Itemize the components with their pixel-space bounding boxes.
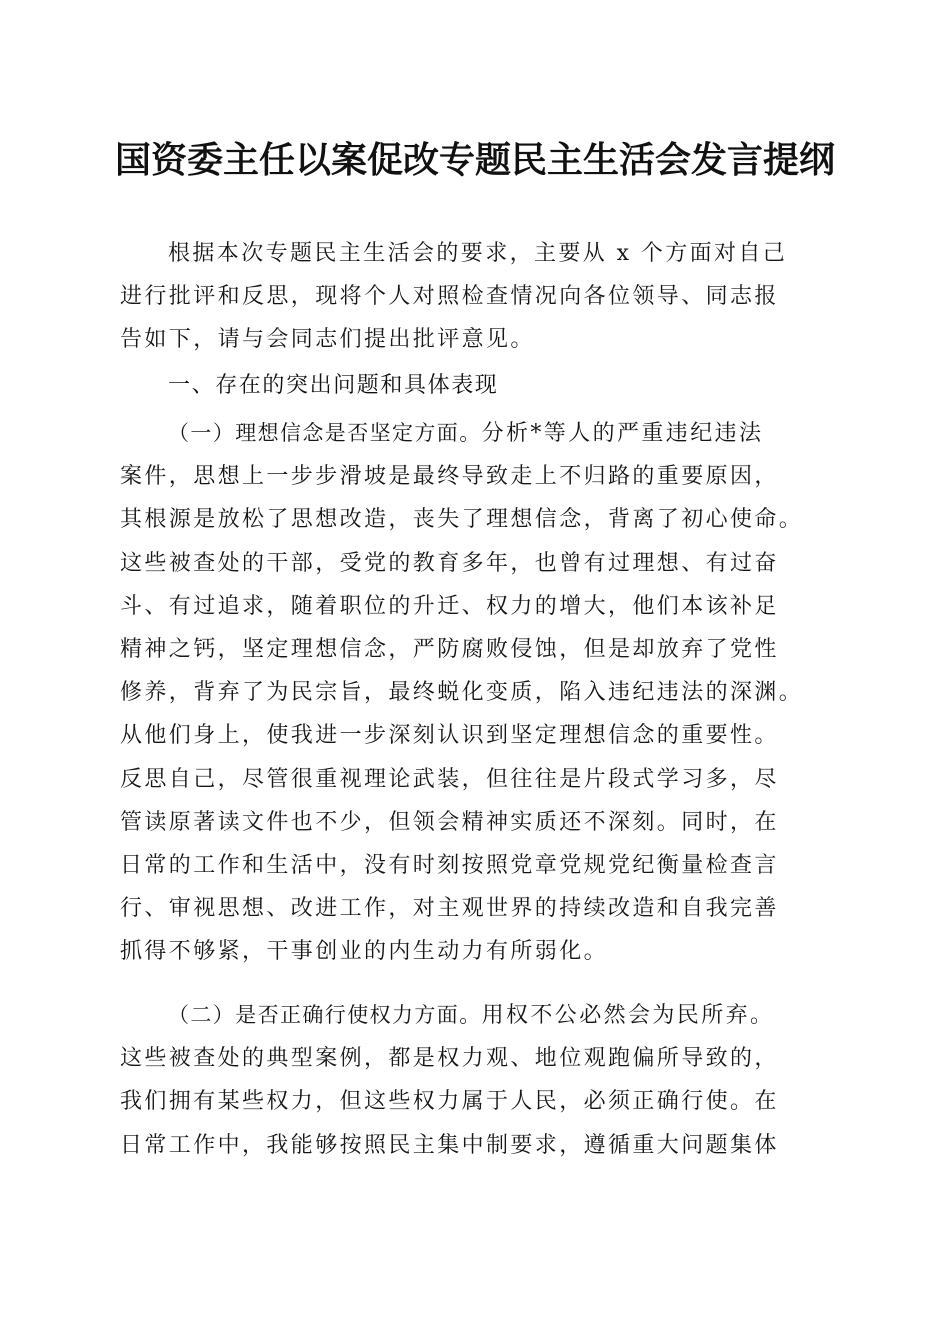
section-heading <box>120 366 835 406</box>
paragraph-line: 抓得不够紧，干事创业的内生动力有所弱化。 <box>120 939 609 965</box>
intro-paragraph <box>120 232 835 362</box>
paragraph-line: 管读原著读文件也不少，但领会精神实质还不深刻。同时，在 <box>120 809 779 835</box>
paragraph-line: 从他们身上，使我进一步深刻认识到坚定理想信念的重要性。 <box>120 723 779 749</box>
document-title: 国资委主任以案促改专题民主生活会发言提纲 <box>114 139 835 181</box>
paragraph-line: 案件，思想上一步步滑坡是最终导致走上不归路的重要原因， <box>120 464 779 490</box>
paragraph-line: 其根源是放松了思想改造，丧失了理想信念，背离了初心使命。 <box>120 507 804 533</box>
paragraph-line: 日常的工作和生活中，没有时刻按照党章党规党纪衡量检查言 <box>120 852 779 878</box>
paragraph-line: 这些被查处的典型案例，都是权力观、地位观跑偏所导致的， <box>120 1046 779 1072</box>
paragraph-line: 修养，背弃了为民宗旨，最终蜕化变质，陷入违纪违法的深渊。 <box>120 680 804 706</box>
paragraph-line-rest: 分析*等人的严重违纪违法 <box>481 421 764 446</box>
paragraph-line: 反思自己，尽管很重视理论武装，但往往是片段式学习多，尽 <box>120 766 779 792</box>
paragraph-line: 日常工作中，我能够按照民主集中制要求，遵循重大问题集体 <box>120 1132 779 1158</box>
paragraph-line: 进行批评和反思，现将个人对照检查情况向各位领导、同志报 <box>120 284 779 310</box>
subsection-heading: （一）理想信念是否坚定方面。 <box>168 421 482 445</box>
paragraph-first-line <box>120 412 835 455</box>
section-heading-text: 一、存在的突出问题和具体表现 <box>168 373 499 398</box>
section-2-paragraph <box>120 994 835 1167</box>
paragraph-line: 根据本次专题民主生活会的要求，主要从 x 个方面对自己 <box>168 241 788 266</box>
subsection-heading: （二）是否正确行使权力方面。 <box>168 1003 482 1027</box>
paragraph-line: 这些被查处的干部，受党的教育多年，也曾有过理想、有过奋 <box>120 550 779 576</box>
paragraph-line: 行、审视思想、改进工作，对主观世界的持续改造和自我完善 <box>120 896 779 922</box>
paragraph-line-rest: 用权不公必然会为民所弃。 <box>481 1003 775 1028</box>
paragraph-line: 斗、有过追求，随着职位的升迁、权力的增大，他们本该补足 <box>120 593 779 619</box>
paragraph-first-line <box>120 994 835 1037</box>
paragraph-line: 精神之钙，坚定理想信念，严防腐败侵蚀，但是却放弃了党性 <box>120 636 779 662</box>
section-1-paragraph <box>120 412 835 973</box>
paragraph-line: 我们拥有某些权力，但这些权力属于人民，必须正确行使。在 <box>120 1089 779 1115</box>
paragraph-line: 告如下，请与会同志们提出批评意见。 <box>120 327 535 353</box>
